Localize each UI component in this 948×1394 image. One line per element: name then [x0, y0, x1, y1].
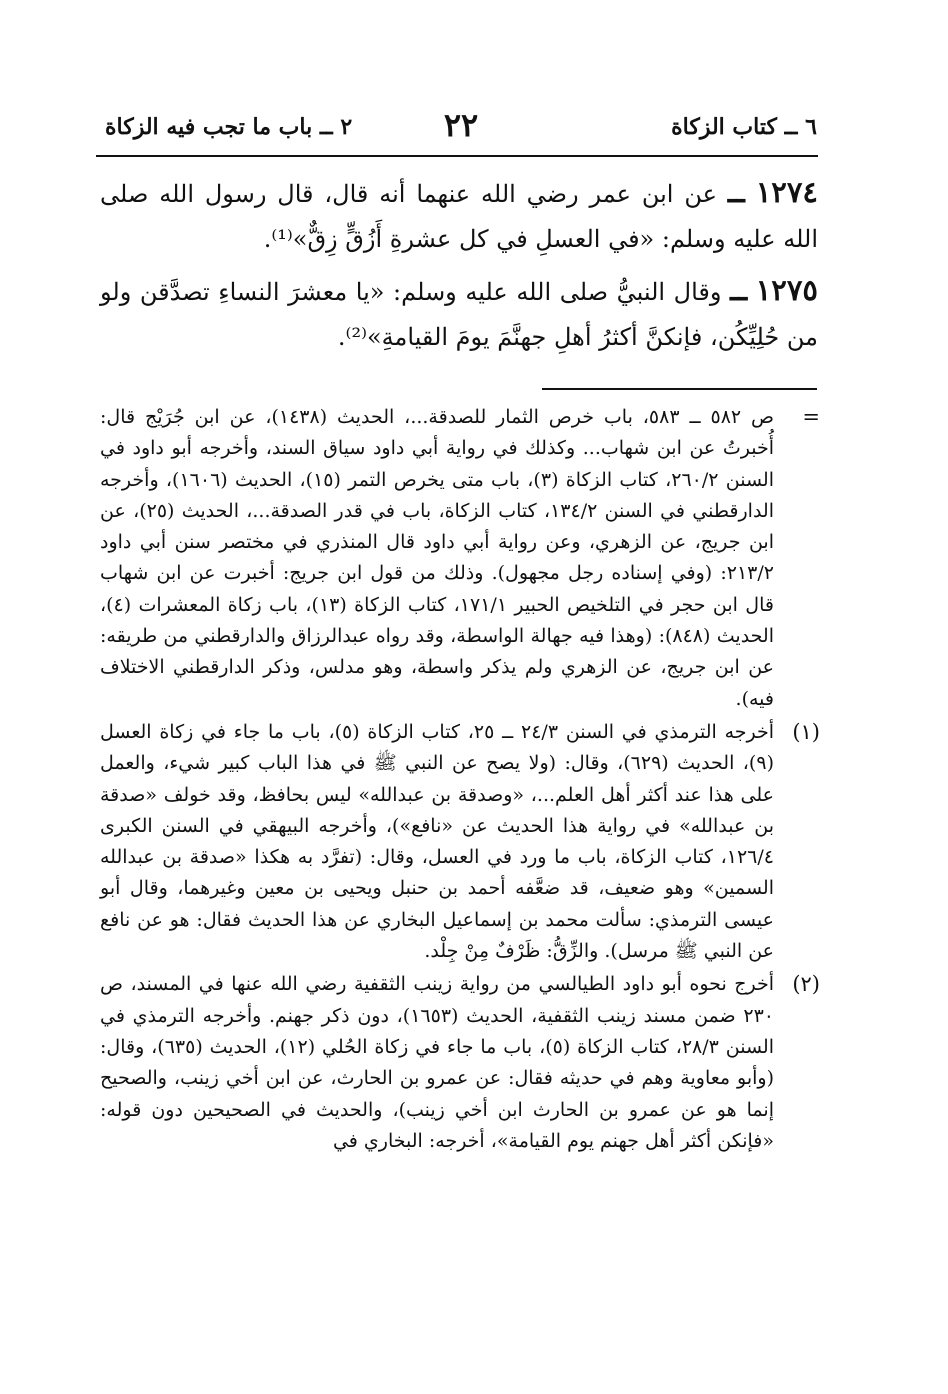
footnote-marker: = — [802, 405, 820, 429]
main-text — [100, 170, 818, 366]
footnote-text: أخرجه الترمذي في السنن ٢٤/٣ ــ ٢٥، كتاب الزكاة (٥)، باب ما جاء في زكاة العسل (٩)، الحديث (٦٢٩)، وقال: (ولا يصح عن النبي ﷺ في هذا الباب كبير شيء، والعمل على هذا عند أكثر أهل العلم...، «وصدقة بن عبدالله» ليس بحافظ، وقد خولف «صدقة بن عبدالله» في رواية هذا الحديث عن «نافع»)، وأخرجه البيهقي في السنن الكبرى ١٢٦/٤، كتاب الزكاة، باب ما ورد في العسل، وقال: (تفرَّد به هكذا «صدقة بن عبدالله السمين» وهو ضعيف، قد ضعَّفه أحمد بن حنبل ويحيى بن معين وغيرهما، وقال أبو عيسى الترمذي: سألت محمد بن إسماعيل البخاري عن هذا الحديث فقال: هو عن نافع عن النبي ﷺ مرسل). والزِّقُّ: ظَرْفٌ مِنْ جِلْد. — [100, 720, 775, 963]
running-header — [105, 106, 817, 148]
hadith-text: وقال النبيُّ صلى الله عليه وسلم: «يا معشرَ النساءِ تصدَّقن ولو من حُلِيِّكُن، فإنكنَّ أكثرُ أهلِ جهنَّمَ يومَ القيامةِ»⁽²⁾. — [100, 278, 818, 351]
hadith-dash: ــ — [730, 273, 748, 307]
hadith-number: ١٢٧٥ — [755, 273, 818, 307]
hadith-entry — [100, 268, 818, 360]
chapter-title: ٢ ــ باب ما تجب فيه الزكاة — [105, 114, 353, 140]
footnote-2 — [100, 969, 820, 1157]
hadith-dash: ــ — [727, 175, 745, 209]
hadith-entry — [100, 170, 818, 262]
footnote-continuation — [100, 402, 820, 715]
hadith-text: عن ابن عمر رضي الله عنهما أنه قال، قال رسول الله صلى الله عليه وسلم: «في العسلِ في كل عشرةِ أَزُقٍّ زِقٌّ»⁽¹⁾. — [100, 180, 818, 253]
header-rule — [96, 155, 818, 157]
footnote-text: أخرج نحوه أبو داود الطيالسي من رواية زينب الثقفية رضي الله عنها في المسند، ص ٢٣٠ ضمن مسند زينب الثقفية، الحديث (١٦٥٣)، دون ذكر جهنم. وأخرجه الترمذي في السنن ٢٨/٣، كتاب الزكاة (٥)، باب ما جاء في زكاة الحُلي (١٢)، الحديث (٦٣٥)، وقال: (وأبو معاوية وهم في حديثه فقال: عن عمرو بن الحارث، عن ابن أخي زينب، والصحيح إنما هو عن عمرو بن الحارث ابن أخي زينب)، والحديث في الصحيحين دون قوله: «فإنكن أكثر أهل جهنم يوم القيامة»، أخرجه: البخاري في — [100, 973, 775, 1152]
footnote-marker: (٢) — [792, 972, 820, 997]
page-number: ٢٢ — [443, 106, 479, 144]
footnote-1 — [100, 717, 820, 967]
hadith-number: ١٢٧٤ — [755, 175, 819, 209]
book-title: ٦ ــ كتاب الزكاة — [671, 114, 817, 140]
footnote-text: ص ٥٨٢ ــ ٥٨٣، باب خرص الثمار للصدقة...، الحديث (١٤٣٨)، عن ابن جُرَيْج قال: أُخبرتُ عن ابن شهاب... وكذلك في رواية أبي داود سياق السند، وأخرجه أبو داود في السنن ٢٦٠/٢، كتاب الزكاة (٣)، باب متى يخرص التمر (١٥)، الحديث (١٦٠٦)، وأخرجه الدارقطني في السنن ١٣٤/٢، كتاب الزكاة، باب في قدر الصدقة...، الحديث (٢٥)، عن ابن جريج، عن الزهري، وعن رواية أبي داود قال المنذري في مختصر سنن أبي داود ٢١٣/٢: (وفي إسناده رجل مجهول). وذلك من قول ابن جريج: أخبرت عن ابن شهاب قال ابن حجر في التلخيص الحبير ١٧١/١، كتاب الزكاة (١٣)، باب زكاة المعشرات (٤)، الحديث (٨٤٨): (وهذا فيه جهالة الواسطة، وقد رواه عبدالرزاق والدارقطني من طريقه: عن ابن جريج، عن الزهري ولم يذكر واسطة، وهو مدلس، وذكر الدارقطني الاختلاف فيه). — [100, 406, 774, 710]
footnote-marker: (١) — [792, 719, 820, 744]
footnote-separator — [542, 388, 817, 390]
footnotes — [100, 402, 820, 1159]
